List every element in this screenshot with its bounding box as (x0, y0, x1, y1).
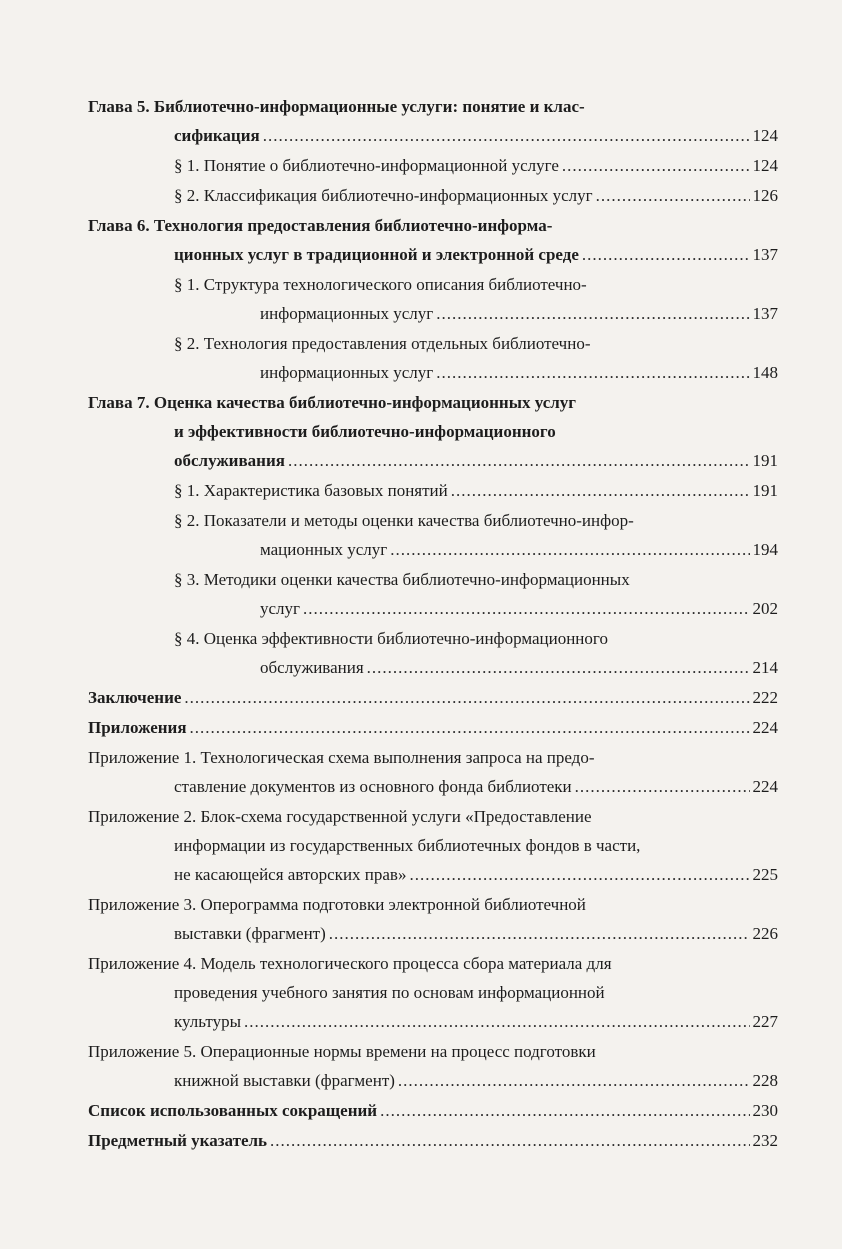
toc-entry-title-line: Приложения (88, 718, 187, 737)
toc-entry-chapter (88, 388, 778, 475)
toc-entry-section (88, 506, 778, 564)
page-number: 222 (752, 688, 778, 707)
leader-dots (390, 535, 749, 564)
toc-entry-title-line: Заключение (88, 688, 182, 707)
page-number: 224 (752, 777, 778, 796)
toc-entry-title-line: информационных услуг (260, 363, 434, 382)
page-number: 137 (752, 245, 778, 264)
toc-entry-appendix (88, 949, 778, 1036)
toc-entry-title-line: § 2. Классификация библиотечно-информационных услуг (174, 186, 593, 205)
toc-entry-section (88, 624, 778, 682)
toc-entry-title-line: Глава 5. Библиотечно-информационные услуги: понятие и клас- (88, 97, 585, 116)
page-number: 137 (752, 304, 778, 323)
toc-entry-appendix (88, 802, 778, 889)
toc-entry-title-line: Приложение 1. Технологическая схема выполнения запроса на предо- (88, 748, 595, 767)
page-number: 214 (752, 658, 778, 677)
leader-dots (562, 151, 750, 180)
toc-entry-title-line: Приложение 3. Оперограмма подготовки электронной библиотечной (88, 895, 586, 914)
toc-entry-chapter (88, 211, 778, 269)
toc-entry-title-line: информационных услуг (260, 304, 434, 323)
toc-entry-title-line: обслуживания (260, 658, 364, 677)
toc-entry-section (88, 329, 778, 387)
leader-dots (244, 1007, 750, 1036)
toc-entry-title-line: ционных услуг в традиционной и электронной среде (174, 245, 579, 264)
toc-entry-title-line: § 3. Методики оценки качества библиотечно-информационных (174, 570, 630, 589)
page-number: 191 (752, 451, 778, 470)
page-number: 226 (752, 924, 778, 943)
leader-dots (409, 860, 749, 889)
toc-entry-appendix (88, 1037, 778, 1095)
leader-dots (451, 476, 750, 505)
toc-entry-title-line: § 1. Характеристика базовых понятий (174, 481, 448, 500)
toc-entry-section (88, 270, 778, 328)
toc-entry-title-line: информации из государственных библиотечных фондов в части, (174, 836, 641, 855)
toc-entry-section (88, 181, 778, 210)
leader-dots (596, 181, 750, 210)
leader-dots (380, 1096, 749, 1125)
leader-dots (398, 1066, 750, 1095)
toc-entry-title-line: § 2. Показатели и методы оценки качества библиотечно-инфор- (174, 511, 634, 530)
toc-entry-title-line: сификация (174, 126, 260, 145)
toc-entry-title-line: Предметный указатель (88, 1131, 268, 1150)
toc-entry-title-line: Список использованных сокращений (88, 1101, 378, 1120)
page-number: 124 (752, 126, 778, 145)
page-number: 202 (752, 599, 778, 618)
page-number: 148 (752, 363, 778, 382)
toc-entry-appendix (88, 743, 778, 801)
leader-dots (288, 446, 750, 475)
page-number: 191 (752, 481, 778, 500)
page-number: 224 (752, 718, 778, 737)
toc-entry-title-line: мационных услуг (260, 540, 388, 559)
toc-entry-chapter (88, 1126, 778, 1155)
toc-entry-title-line: Приложение 5. Операционные нормы времени на процесс подготовки (88, 1042, 596, 1061)
toc-entry-section (88, 476, 778, 505)
toc-entry-title-line: обслуживания (174, 451, 285, 470)
toc-entry-title-line: не касающейся авторских прав» (174, 865, 407, 884)
toc-entry-appendix (88, 890, 778, 948)
toc-entry-section (88, 565, 778, 623)
toc-entry-title-line: Приложение 2. Блок-схема государственной услуги «Предоставление (88, 807, 592, 826)
table-of-contents (88, 92, 778, 1156)
toc-entry-chapter (88, 92, 778, 150)
page-number: 225 (752, 865, 778, 884)
leader-dots (575, 772, 750, 801)
page-number: 228 (752, 1071, 778, 1090)
toc-entry-chapter (88, 1096, 778, 1125)
leader-dots (303, 594, 749, 623)
leader-dots (184, 683, 749, 712)
leader-dots (329, 919, 750, 948)
leader-dots (270, 1126, 749, 1155)
toc-entry-title-line: § 1. Понятие о библиотечно-информационной услуге (174, 156, 559, 175)
toc-entry-title-line: § 4. Оценка эффективности библиотечно-информационного (174, 629, 608, 648)
toc-entry-title-line: проведения учебного занятия по основам информационной (174, 983, 605, 1002)
toc-entry-title-line: § 1. Структура технологического описания библиотечно- (174, 275, 587, 294)
leader-dots (263, 121, 750, 150)
toc-entry-chapter (88, 683, 778, 712)
page-number: 126 (752, 186, 778, 205)
leader-dots (190, 713, 750, 742)
toc-entry-title-line: культуры (174, 1012, 241, 1031)
page-number: 232 (752, 1131, 778, 1150)
page-number: 227 (752, 1012, 778, 1031)
toc-entry-title-line: и эффективности библиотечно-информационного (174, 422, 556, 441)
leader-dots (436, 358, 749, 387)
toc-entry-title-line: услуг (260, 599, 301, 618)
toc-entry-title-line: Глава 6. Технология предоставления библиотечно-информа- (88, 216, 553, 235)
toc-entry-section (88, 151, 778, 180)
leader-dots (582, 240, 750, 269)
toc-entry-title-line: § 2. Технология предоставления отдельных библиотечно- (174, 334, 591, 353)
toc-entry-title-line: выставки (фрагмент) (174, 924, 326, 943)
leader-dots (436, 299, 749, 328)
page-number: 124 (752, 156, 778, 175)
toc-entry-title-line: книжной выставки (фрагмент) (174, 1071, 395, 1090)
toc-entry-title-line: Глава 7. Оценка качества библиотечно-информационных услуг (88, 393, 577, 412)
toc-entry-title-line: Приложение 4. Модель технологического процесса сбора материала для (88, 954, 612, 973)
page-number: 194 (752, 540, 778, 559)
page-number: 230 (752, 1101, 778, 1120)
toc-entry-chapter (88, 713, 778, 742)
leader-dots (367, 653, 750, 682)
toc-entry-title-line: ставление документов из основного фонда библиотеки (174, 777, 572, 796)
